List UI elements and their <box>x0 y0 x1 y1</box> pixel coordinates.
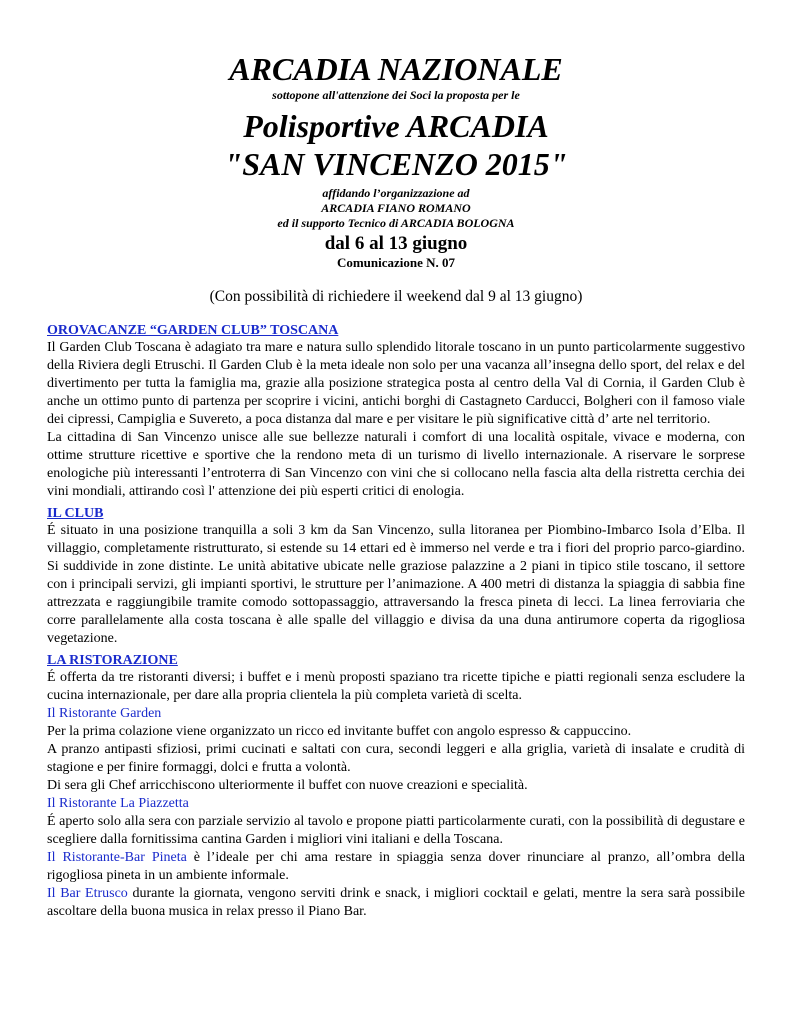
ristorante-garden-text-2: A pranzo antipasti sfiziosi, primi cucinati e saltati con cura, secondi leggeri e alla griglia, varietà di insalate e crudità di stagione e per finire formaggi, dolci e frutta a volontà. <box>47 742 745 775</box>
weekend-note: (Con possibilità di richiedere il weekend dal 9 al 13 giugno) <box>209 288 583 305</box>
club-paragraph: É situato in una posizione tranquilla a soli 3 km da San Vincenzo, sulla litoranea per Piombino-Imbarco Isola d’Elba. Il villaggio, completamente ristrutturato, si estende su 14 ettari ed è immerso nel verde e tra i fiori del proprio parco-giardino. Si suddivide in zone distinte. Le unità abitative ubicate nelle graziose palazzine a 2 piani in tipico stile toscano, il settore con i principali servizi, gli impianti sportivi, le strutture per l’animazione. A 400 metri di distanza la spiaggia di sabbia fine attrezzata e raggiungibile tramite comodo sottopassaggio, attraversando la fresca pineta di lecci. La linea ferroviaria che corre parallelamente alla costa toscana è alle spalle del villaggio e divisa da una duna antirumore coperta da rigogliosa vegetazione. <box>47 523 745 646</box>
communication-number: Comunicazione N. 07 <box>336 255 456 270</box>
document-header <box>47 50 745 306</box>
bar-etrusco-name: Il Bar Etrusco <box>47 886 128 901</box>
section-title-club[interactable]: IL CLUB <box>47 506 104 521</box>
ristorante-pineta-text: è l’ideale per chi ama restare in spiaggia senza dover rinunciare al pranzo, all’ombra della rigogliosa pineta in un ambiente informale. <box>47 850 745 883</box>
ristorante-garden-name: Il Ristorante Garden <box>47 706 162 721</box>
ristorazione-intro: É offerta da tre ristoranti diversi; i buffet e i menù proposti spaziano tra ricette tipiche e piatti regionali senza escludere la cucina internazionale, per dare alla propria clientela la più completa varietà di scelta. <box>47 670 745 703</box>
ristorante-garden-text-3: Di sera gli Chef arricchiscono ulteriormente il buffet con nuove creazioni e specialità. <box>47 778 528 793</box>
event-name: "SAN VINCENZO 2015" <box>224 146 568 182</box>
bar-etrusco-paragraph <box>47 885 745 921</box>
organizer-line-2: ARCADIA FIANO ROMANO <box>321 201 471 215</box>
ristorante-garden-text-1: Per la prima colazione viene organizzato un ricco ed invitante buffet con angolo espresso & cappuccino. <box>47 724 632 739</box>
document-page <box>47 50 745 921</box>
bar-etrusco-text: durante la giornata, vengono serviti drink e snack, i migliori cocktail e gelati, mentre la sera sarà possibile ascoltare della buona musica in relax presso il Piano Bar. <box>47 886 746 919</box>
event-title: Polisportive ARCADIA <box>243 108 549 144</box>
subtitle-proposal: sottopone all'attenzione dei Soci la proposta per le <box>272 88 520 102</box>
organizer-line-3: ed il supporto Tecnico di ARCADIA BOLOGNA <box>277 216 515 230</box>
ristorante-pineta-name: Il Ristorante-Bar Pineta <box>47 850 187 865</box>
garden-club-paragraph-2: La cittadina di San Vincenzo unisce alle sue bellezze naturali i comfort di una località ospitale, vivace e moderna, con ottime strutture ricettive e sportive che la rendono meta di un turismo di livello internazionale. A riservare le sorprese enologiche più interessanti l’entroterra di San Vincenzo con vini che si collocano nella fascia alta della ristretta cerchia dei vini mondiali, attirando così l' attenzione dei più esperti critici di enologia. <box>47 430 745 499</box>
garden-club-paragraph-1: Il Garden Club Toscana è adagiato tra mare e natura sullo splendido litorale toscano in un punto particolarmente suggestivo della Riviera degli Etruschi. Il Garden Club è la meta ideale non solo per una vacanza all’insegna dello sport, del relax e del divertimento per tutta la famiglia ma, grazie alla posizione strategica posta al centro della Val di Cornia, il Garden Club è anche un ottimo punto di partenza per scoprire i vicini, antichi borghi di Castagneto Carducci, Bolgheri con il famoso viale dei cipressi, Campiglia e Suvereto, a poca distanza dal mare e per visitare le più significative città d’ arte nel territorio. <box>47 340 745 427</box>
ristorante-piazzetta-name: Il Ristorante La Piazzetta <box>47 796 189 811</box>
main-title: ARCADIA NAZIONALE <box>229 51 563 87</box>
section-title-ristorazione[interactable]: LA RISTORAZIONE <box>47 653 178 668</box>
event-dates: dal 6 al 13 giugno <box>324 233 468 254</box>
organizer-line-1: affidando l’organizzazione ad <box>322 186 470 200</box>
ristorante-pineta-paragraph <box>47 849 745 885</box>
ristorante-piazzetta-text: É aperto solo alla sera con parziale servizio al tavolo e propone piatti particolarmente curati, con la possibilità di degustare e scegliere dalla fornitissima cantina Garden i migliori vini italiani e della Toscana. <box>47 814 745 847</box>
section-title-garden-club[interactable]: OROVACANZE “GARDEN CLUB” TOSCANA <box>47 323 339 338</box>
